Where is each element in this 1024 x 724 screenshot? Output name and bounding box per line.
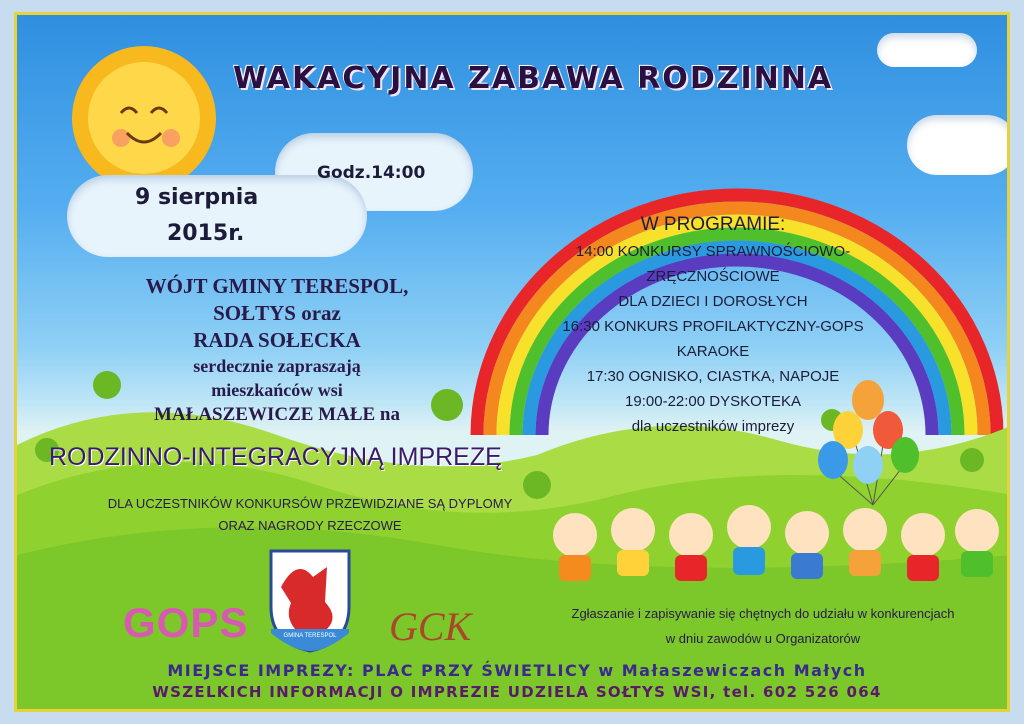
organizers-line1: WÓJT GMINY TERESPOL, — [145, 274, 409, 298]
program-line: 17:30 OGNISKO, CIASTKA, NAPOJE — [586, 368, 840, 385]
gck-logo: GCK — [389, 604, 472, 649]
registration-line2: w dniu zawodów u Organizatorów — [665, 631, 861, 646]
event-day: 9 sierpnia — [135, 185, 259, 210]
organizers-line2: SOŁTYS oraz — [213, 301, 341, 325]
organizers-line4: serdecznie zapraszają — [193, 356, 361, 376]
poster — [14, 12, 1010, 712]
awards-block — [95, 493, 525, 537]
crest-text: GMINA TERESPOL — [283, 633, 337, 639]
program-line: dla uczestników imprezy — [631, 418, 795, 435]
program-line: ZRĘCZNOŚCIOWE — [646, 268, 780, 285]
awards-line2: ORAZ NAGRODY RZECZOWE — [218, 518, 402, 533]
event-name: RODZINNO-INTEGRACYJNĄ IMPREZĘ — [49, 443, 502, 471]
organizers-line6: MAŁASZEWICZE MAŁE na — [154, 404, 400, 425]
gops-logo: GOPS — [123, 599, 249, 646]
poster-title: WAKACYJNA ZABAWA RODZINNA — [233, 61, 834, 96]
footer-contact: WSZELKICH INFORMACJI O IMPREZIE UDZIELA SOŁTYS WSI, tel. 602 526 064 — [152, 683, 882, 701]
program-heading: W PROGRAMIE: — [640, 214, 786, 235]
balloons-icon — [813, 375, 923, 515]
organizers-line5: mieszkańców wsi — [211, 380, 343, 400]
awards-line1: DLA UCZESTNIKÓW KONKURSÓW PRZEWIDZIANE SĄ DYPLOMY — [107, 496, 513, 511]
program-line: 14:00 KONKURSY SPRAWNOŚCIOWO- — [575, 243, 851, 260]
program-line: DLA DZIECI I DOROSŁYCH — [618, 293, 808, 310]
program-line: 16:30 KONKURS PROFILAKTYCZNY-GOPS — [562, 318, 864, 335]
registration-line1: Zgłaszanie i zapisywanie się chętnych do udziału w konkurencjach — [571, 606, 955, 621]
event-time: Godz.14:00 — [317, 163, 426, 183]
footer-location: MIEJSCE IMPREZY: PLAC PRZY ŚWIETLICY w Małaszewiczach Małych — [167, 661, 867, 680]
program-line: 19:00-22:00 DYSKOTEKA — [625, 393, 801, 410]
organizers-block — [77, 273, 477, 428]
children-illustration — [545, 495, 1005, 605]
cloud-right — [907, 115, 1010, 175]
organizers-line3: RADA SOŁECKA — [193, 328, 361, 352]
program-line: KARAOKE — [676, 343, 750, 360]
registration-block — [523, 601, 1003, 651]
event-year: 2015r. — [167, 221, 245, 246]
